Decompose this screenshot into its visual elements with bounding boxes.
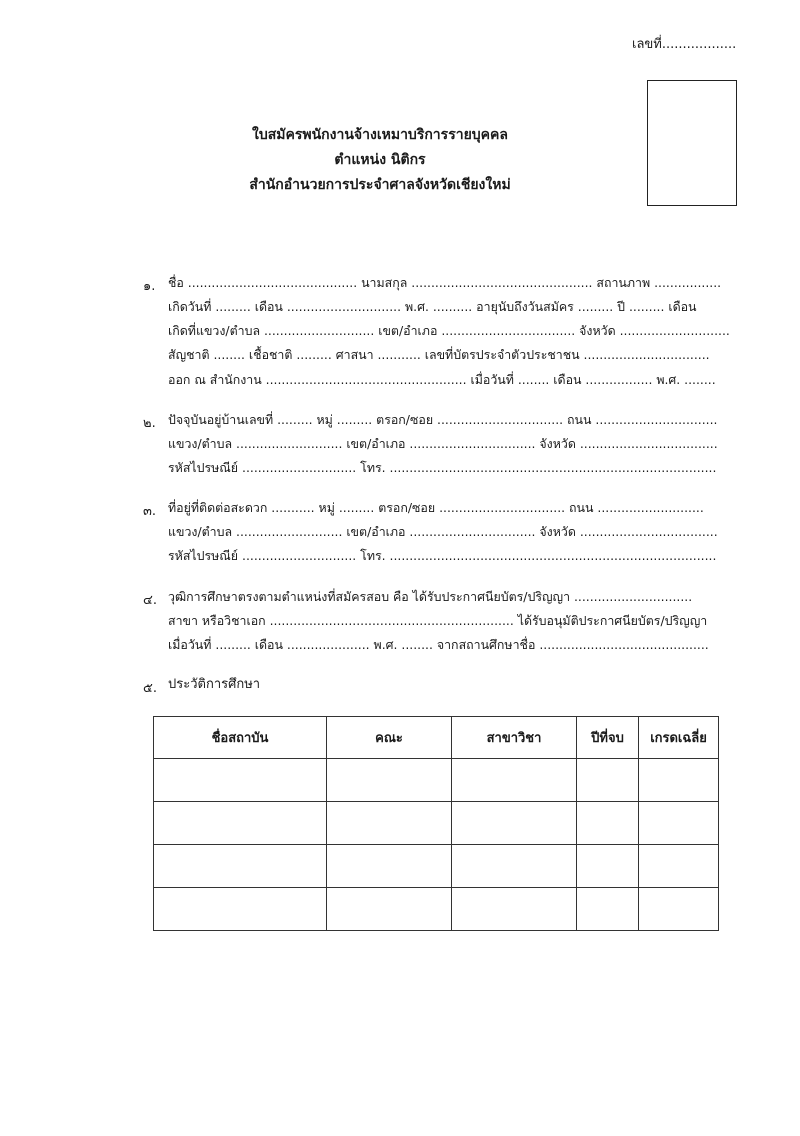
section-1-line: สัญชาติ ........ เชื้อชาติ ......... ศาสนา ........... เลขที่บัตรประจำตัวประชาชน ................................ (168, 347, 710, 362)
table-cell[interactable] (639, 759, 719, 802)
table-row (154, 802, 719, 845)
section-1-line: ออก ณ สำนักงาน ................................................... เมื่อวันที่ ........ เดือน ................. พ.ศ. ........ (168, 372, 716, 387)
education-table (153, 716, 719, 931)
position-title: ตำแหน่ง นิติกร (334, 152, 426, 168)
section-1-line: เกิดวันที่ ......... เดือน ............................. พ.ศ. .......... อายุนับถึงวันสมัคร ......... ปี ......... เดือน (168, 299, 697, 314)
section-5-number: ๕. (143, 681, 157, 696)
section-3-line: ที่อยู่ที่ติดต่อสะดวก ........... หมู่ ......... ตรอก/ซอย ................................ ถนน ........................... (168, 500, 704, 515)
section-4-line: เมื่อวันที่ ......... เดือน ..................... พ.ศ. ........ จากสถานศึกษาชื่อ ........................................... (168, 637, 709, 652)
table-cell[interactable] (154, 888, 327, 931)
table-cell[interactable] (452, 845, 577, 888)
section-3-number: ๓. (143, 504, 157, 519)
section-3-line: รหัสไปรษณีย์ ............................. โทร. ................................................................................... (168, 548, 717, 563)
section-4-number: ๔. (143, 593, 157, 608)
header-faculty: คณะ (327, 717, 452, 759)
header-major: สาขาวิชา (452, 717, 577, 759)
table-cell[interactable] (154, 759, 327, 802)
document-number: เลขที่.................. (632, 37, 737, 52)
table-cell[interactable] (639, 802, 719, 845)
table-cell[interactable] (577, 759, 639, 802)
section-1-number: ๑. (143, 279, 156, 294)
table-cell[interactable] (639, 888, 719, 931)
header-gpa: เกรดเฉลี่ย (639, 717, 719, 759)
section-3-line: แขวง/ตำบล ........................... เขต/อำเภอ ................................ จังหวัด ................................... (168, 524, 718, 539)
table-cell[interactable] (452, 802, 577, 845)
table-cell[interactable] (639, 845, 719, 888)
section-2-number: ๒. (143, 416, 156, 431)
table-cell[interactable] (154, 845, 327, 888)
table-cell[interactable] (577, 888, 639, 931)
table-cell[interactable] (327, 845, 452, 888)
table-cell[interactable] (154, 802, 327, 845)
table-cell[interactable] (452, 888, 577, 931)
section-2-line: รหัสไปรษณีย์ ............................. โทร. ................................................................................... (168, 460, 717, 475)
section-2-line: ปัจจุบันอยู่บ้านเลขที่ ......... หมู่ ......... ตรอก/ซอย ................................ ถนน ............................... (168, 412, 718, 427)
table-cell[interactable] (452, 759, 577, 802)
section-4-line: วุฒิการศึกษาตรงตามตำแหน่งที่สมัครสอบ คือ ได้รับประกาศนียบัตร/ปริญญา .............................. (168, 589, 693, 604)
table-cell[interactable] (327, 888, 452, 931)
education-history-heading: ประวัติการศึกษา (168, 677, 261, 692)
table-row (154, 888, 719, 931)
table-cell[interactable] (577, 845, 639, 888)
table-cell[interactable] (327, 759, 452, 802)
table-cell[interactable] (577, 802, 639, 845)
section-1-line: ชื่อ ........................................... นามสกุล .............................................. สถานภาพ ................. (168, 275, 722, 290)
table-cell[interactable] (327, 802, 452, 845)
section-4-line: สาขา หรือวิชาเอก .............................................................. ได้รับอนุมัติประกาศนียบัตร/ปริญญา (168, 613, 708, 628)
table-row (154, 845, 719, 888)
header-institution: ชื่อสถาบัน (154, 717, 327, 759)
header-graduation-year: ปีที่จบ (577, 717, 639, 759)
form-title: ใบสมัครพนักงานจ้างเหมาบริการรายบุคคล (252, 127, 508, 143)
office-title: สำนักอำนวยการประจำศาลจังหวัดเชียงใหม่ (249, 177, 511, 193)
section-2-line: แขวง/ตำบล ........................... เขต/อำเภอ ................................ จังหวัด ................................... (168, 436, 718, 451)
section-1-line: เกิดที่แขวง/ตำบล ............................ เขต/อำเภอ .................................. จังหวัด ............................ (168, 323, 730, 338)
table-row (154, 759, 719, 802)
